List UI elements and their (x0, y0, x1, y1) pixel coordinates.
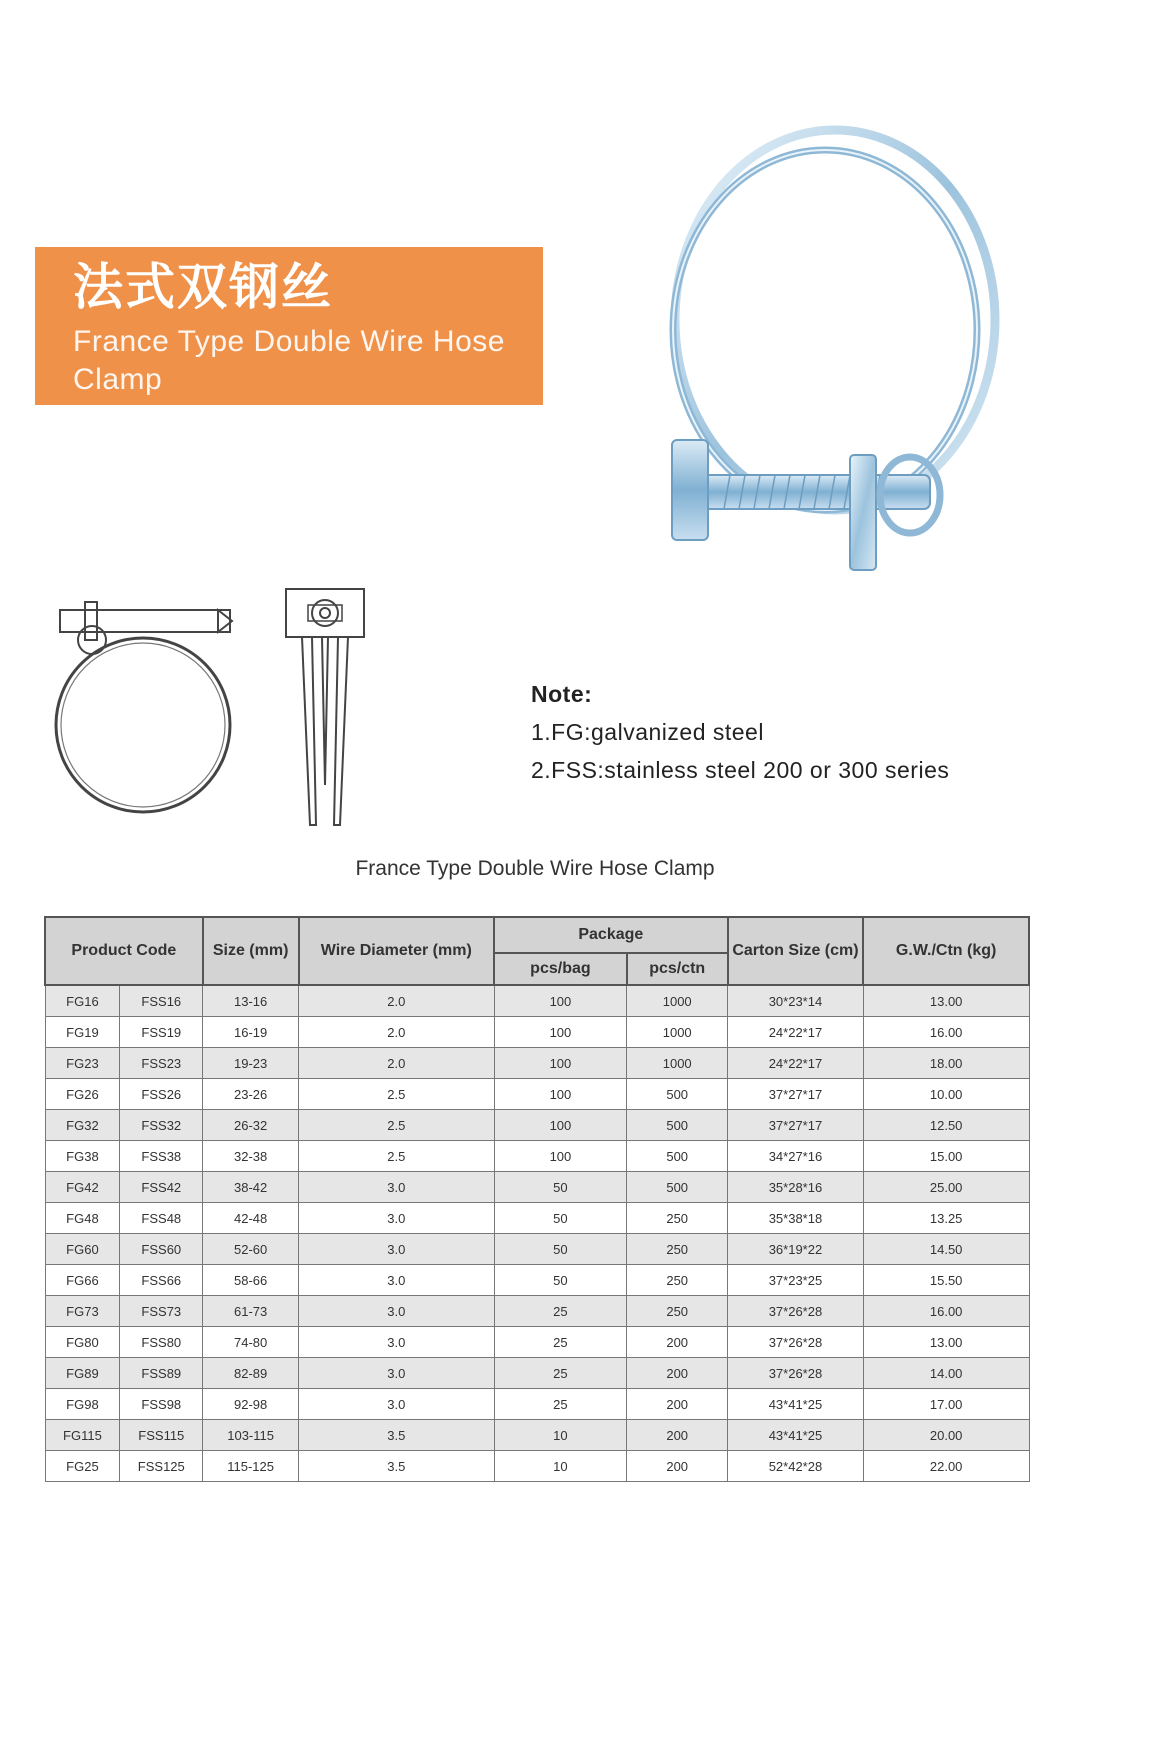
cell-size: 32-38 (203, 1141, 299, 1172)
cell-size: 115-125 (203, 1451, 299, 1482)
cell-fss-code: FSS23 (120, 1048, 203, 1079)
cell-wire-diameter: 3.5 (299, 1420, 495, 1451)
cell-gw-ctn: 25.00 (863, 1172, 1029, 1203)
cell-pcs-bag: 100 (494, 985, 627, 1017)
cell-wire-diameter: 2.0 (299, 1017, 495, 1048)
cell-fg-code: FG32 (45, 1110, 120, 1141)
cell-pcs-bag: 10 (494, 1420, 627, 1451)
cell-pcs-bag: 50 (494, 1234, 627, 1265)
cell-carton-size: 43*41*25 (728, 1420, 864, 1451)
cell-gw-ctn: 17.00 (863, 1389, 1029, 1420)
banner-title-chinese: 法式双钢丝 (73, 258, 333, 316)
cell-pcs-bag: 25 (494, 1358, 627, 1389)
cell-pcs-bag: 25 (494, 1296, 627, 1327)
cell-size: 23-26 (203, 1079, 299, 1110)
cell-size: 74-80 (203, 1327, 299, 1358)
cell-wire-diameter: 3.0 (299, 1389, 495, 1420)
cell-pcs-ctn: 200 (627, 1327, 728, 1358)
cell-fg-code: FG25 (45, 1451, 120, 1482)
cell-size: 16-19 (203, 1017, 299, 1048)
cell-gw-ctn: 18.00 (863, 1048, 1029, 1079)
cell-fss-code: FSS60 (120, 1234, 203, 1265)
cell-gw-ctn: 13.00 (863, 1327, 1029, 1358)
cell-size: 58-66 (203, 1265, 299, 1296)
header-product-code: Product Code (45, 917, 203, 985)
cell-carton-size: 37*26*28 (728, 1358, 864, 1389)
cell-fg-code: FG66 (45, 1265, 120, 1296)
cell-carton-size: 35*28*16 (728, 1172, 864, 1203)
cell-pcs-bag: 50 (494, 1265, 627, 1296)
cell-size: 42-48 (203, 1203, 299, 1234)
cell-pcs-ctn: 200 (627, 1420, 728, 1451)
table-row (45, 1203, 1029, 1234)
cell-wire-diameter: 2.0 (299, 1048, 495, 1079)
cell-size: 52-60 (203, 1234, 299, 1265)
cell-carton-size: 36*19*22 (728, 1234, 864, 1265)
title-banner (35, 247, 543, 405)
header-size: Size (mm) (203, 917, 299, 985)
cell-fss-code: FSS80 (120, 1327, 203, 1358)
cell-wire-diameter: 3.0 (299, 1172, 495, 1203)
cell-size: 13-16 (203, 985, 299, 1017)
cell-carton-size: 34*27*16 (728, 1141, 864, 1172)
cell-pcs-ctn: 200 (627, 1451, 728, 1482)
cell-fg-code: FG48 (45, 1203, 120, 1234)
cell-pcs-ctn: 500 (627, 1172, 728, 1203)
cell-gw-ctn: 14.50 (863, 1234, 1029, 1265)
table-row (45, 1420, 1029, 1451)
table-row (45, 1389, 1029, 1420)
cell-gw-ctn: 16.00 (863, 1296, 1029, 1327)
cell-fg-code: FG23 (45, 1048, 120, 1079)
cell-pcs-bag: 25 (494, 1389, 627, 1420)
cell-pcs-bag: 100 (494, 1079, 627, 1110)
cell-pcs-ctn: 500 (627, 1079, 728, 1110)
cell-pcs-bag: 50 (494, 1203, 627, 1234)
table-row (45, 1451, 1029, 1482)
cell-gw-ctn: 16.00 (863, 1017, 1029, 1048)
cell-gw-ctn: 15.50 (863, 1265, 1029, 1296)
cell-fg-code: FG80 (45, 1327, 120, 1358)
cell-wire-diameter: 3.0 (299, 1203, 495, 1234)
table-row (45, 1172, 1029, 1203)
table-row (45, 1141, 1029, 1172)
cell-pcs-bag: 100 (494, 1110, 627, 1141)
cell-wire-diameter: 2.5 (299, 1110, 495, 1141)
cell-gw-ctn: 22.00 (863, 1451, 1029, 1482)
cell-pcs-ctn: 1000 (627, 1017, 728, 1048)
table-row (45, 1079, 1029, 1110)
cell-fss-code: FSS66 (120, 1265, 203, 1296)
cell-gw-ctn: 13.00 (863, 985, 1029, 1017)
table-row (45, 1048, 1029, 1079)
cell-fss-code: FSS16 (120, 985, 203, 1017)
cell-carton-size: 43*41*25 (728, 1389, 864, 1420)
cell-gw-ctn: 13.25 (863, 1203, 1029, 1234)
cell-size: 26-32 (203, 1110, 299, 1141)
cell-carton-size: 37*27*17 (728, 1110, 864, 1141)
header-pcs-ctn: pcs/ctn (627, 953, 728, 985)
cell-wire-diameter: 3.0 (299, 1234, 495, 1265)
cell-pcs-ctn: 1000 (627, 1048, 728, 1079)
cell-fss-code: FSS19 (120, 1017, 203, 1048)
cell-size: 38-42 (203, 1172, 299, 1203)
cell-pcs-ctn: 500 (627, 1110, 728, 1141)
cell-wire-diameter: 3.0 (299, 1265, 495, 1296)
cell-size: 82-89 (203, 1358, 299, 1389)
cell-pcs-ctn: 200 (627, 1358, 728, 1389)
header-pcs-bag: pcs/bag (494, 953, 627, 985)
cell-wire-diameter: 3.0 (299, 1358, 495, 1389)
cell-fss-code: FSS48 (120, 1203, 203, 1234)
cell-fg-code: FG60 (45, 1234, 120, 1265)
table-row (45, 1110, 1029, 1141)
cell-carton-size: 37*23*25 (728, 1265, 864, 1296)
note-title: Note: (531, 681, 593, 707)
note-block (531, 675, 949, 789)
cell-pcs-bag: 10 (494, 1451, 627, 1482)
header-carton-size: Carton Size (cm) (728, 917, 864, 985)
cell-gw-ctn: 14.00 (863, 1358, 1029, 1389)
cell-size: 19-23 (203, 1048, 299, 1079)
cell-fg-code: FG26 (45, 1079, 120, 1110)
table-caption: France Type Double Wire Hose Clamp (355, 857, 715, 880)
cell-wire-diameter: 2.5 (299, 1141, 495, 1172)
cell-pcs-bag: 100 (494, 1048, 627, 1079)
table-row (45, 985, 1029, 1017)
cell-fg-code: FG98 (45, 1389, 120, 1420)
header-package: Package (494, 917, 728, 953)
note-item-fg: 1.FG:galvanized steel (531, 719, 764, 745)
spec-table (44, 916, 1030, 1482)
cell-fss-code: FSS42 (120, 1172, 203, 1203)
cell-carton-size: 52*42*28 (728, 1451, 864, 1482)
cell-pcs-bag: 25 (494, 1327, 627, 1358)
cell-carton-size: 37*26*28 (728, 1296, 864, 1327)
cell-wire-diameter: 3.5 (299, 1451, 495, 1482)
cell-fg-code: FG16 (45, 985, 120, 1017)
cell-pcs-ctn: 500 (627, 1141, 728, 1172)
cell-carton-size: 37*26*28 (728, 1327, 864, 1358)
table-row (45, 1296, 1029, 1327)
cell-fss-code: FSS98 (120, 1389, 203, 1420)
cell-fg-code: FG89 (45, 1358, 120, 1389)
cell-carton-size: 37*27*17 (728, 1079, 864, 1110)
cell-carton-size: 24*22*17 (728, 1017, 864, 1048)
cell-fg-code: FG42 (45, 1172, 120, 1203)
cell-pcs-bag: 100 (494, 1141, 627, 1172)
cell-fss-code: FSS73 (120, 1296, 203, 1327)
cell-carton-size: 24*22*17 (728, 1048, 864, 1079)
cell-fss-code: FSS115 (120, 1420, 203, 1451)
technical-drawing-front (40, 590, 250, 830)
cell-pcs-ctn: 200 (627, 1389, 728, 1420)
cell-wire-diameter: 2.5 (299, 1079, 495, 1110)
technical-drawing-side (282, 585, 368, 830)
header-gw-ctn: G.W./Ctn (kg) (863, 917, 1029, 985)
table-row (45, 1265, 1029, 1296)
cell-fss-code: FSS32 (120, 1110, 203, 1141)
cell-gw-ctn: 12.50 (863, 1110, 1029, 1141)
cell-pcs-ctn: 250 (627, 1203, 728, 1234)
cell-fss-code: FSS89 (120, 1358, 203, 1389)
cell-wire-diameter: 3.0 (299, 1296, 495, 1327)
cell-carton-size: 35*38*18 (728, 1203, 864, 1234)
banner-title-english: France Type Double Wire Hose Clamp (73, 325, 505, 396)
cell-gw-ctn: 15.00 (863, 1141, 1029, 1172)
table-row (45, 1358, 1029, 1389)
cell-pcs-ctn: 250 (627, 1234, 728, 1265)
cell-pcs-ctn: 1000 (627, 985, 728, 1017)
cell-fss-code: FSS26 (120, 1079, 203, 1110)
cell-fss-code: FSS38 (120, 1141, 203, 1172)
cell-fss-code: FSS125 (120, 1451, 203, 1482)
cell-wire-diameter: 3.0 (299, 1327, 495, 1358)
table-row (45, 1234, 1029, 1265)
cell-fg-code: FG38 (45, 1141, 120, 1172)
cell-pcs-ctn: 250 (627, 1296, 728, 1327)
cell-size: 103-115 (203, 1420, 299, 1451)
cell-wire-diameter: 2.0 (299, 985, 495, 1017)
cell-pcs-ctn: 250 (627, 1265, 728, 1296)
cell-carton-size: 30*23*14 (728, 985, 864, 1017)
header-wire-diameter: Wire Diameter (mm) (299, 917, 495, 985)
product-photo-clamp (620, 115, 1020, 575)
note-item-fss: 2.FSS:stainless steel 200 or 300 series (531, 757, 950, 783)
cell-pcs-bag: 100 (494, 1017, 627, 1048)
cell-pcs-bag: 50 (494, 1172, 627, 1203)
table-row (45, 1017, 1029, 1048)
cell-gw-ctn: 10.00 (863, 1079, 1029, 1110)
cell-fg-code: FG73 (45, 1296, 120, 1327)
cell-gw-ctn: 20.00 (863, 1420, 1029, 1451)
cell-fg-code: FG19 (45, 1017, 120, 1048)
cell-size: 61-73 (203, 1296, 299, 1327)
table-row (45, 1327, 1029, 1358)
cell-fg-code: FG115 (45, 1420, 120, 1451)
cell-size: 92-98 (203, 1389, 299, 1420)
